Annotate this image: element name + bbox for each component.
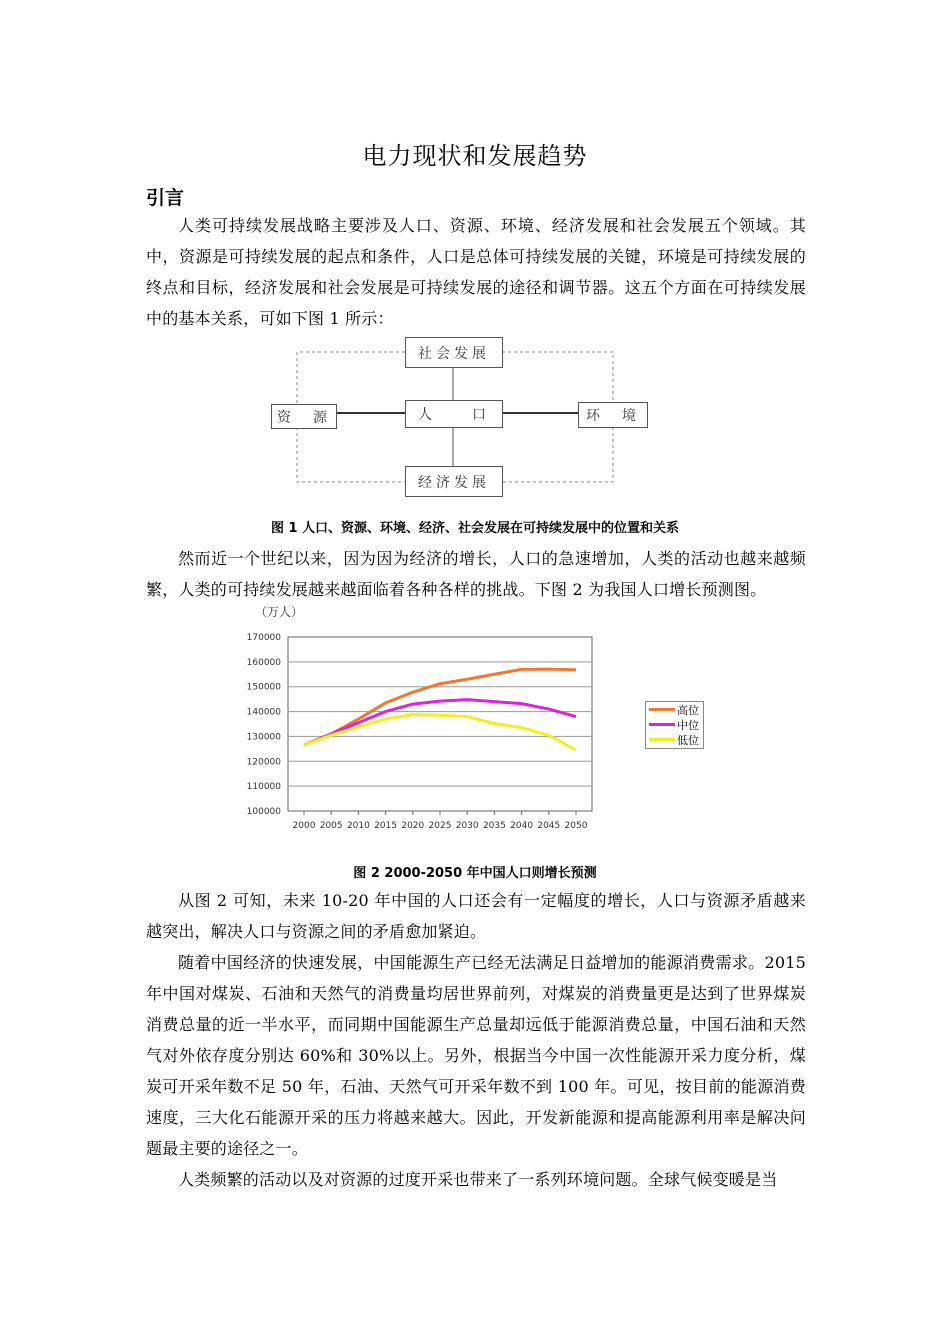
y-tick-label: 110000 [246,782,281,793]
x-tick-label: 2045 [537,821,561,831]
box-environment: 环 境 [578,402,648,428]
x-tick-label: 2030 [455,821,479,831]
x-tick-label: 2015 [374,821,398,831]
legend-swatch-low [649,738,675,741]
section-heading: 引言 [146,187,185,209]
y-tick-label: 170000 [246,633,281,643]
paragraph-intro: 人类可持续发展战略主要涉及人口、资源、环境、经济发展和社会发展五个领域。其中，资源是可持续发展的起点和条件，人口是总体可持续发展的关键，环境是可持续发展的终点和目标，经济发展和社会发展是可持续发展的途径和调节器。这五个方面在可持续发展中的基本关系，可如下图 1 所示： [146,216,806,328]
figure2-caption: 图 2 2000-2050 年中国人口则增长预测 [353,866,597,881]
box-economic-development: 经济发展 [405,466,503,497]
legend-swatch-medium [649,723,675,726]
x-tick-label: 2035 [482,821,506,831]
y-tick-label: 130000 [246,732,281,743]
box-population: 人 口 [405,400,503,428]
box-social-development: 社会发展 [405,337,503,368]
legend-label-low: 低位 [677,733,699,747]
paragraph-chart-analysis: 从图 2 可知，未来 10-20 年中国的人口还会有一定幅度的增长，人口与资源矛盾越来越突出，解决人口与资源之间的矛盾愈加紧迫。 [146,891,806,941]
y-axis-unit-label: （万人） [255,605,304,619]
figure1-caption: 图 1 人口、资源、环境、经济、社会发展在可持续发展中的位置和关系 [270,521,680,536]
legend-label-medium: 中位 [677,718,699,732]
paragraph-environment: 人类频繁的活动以及对资源的过度开采也带来了一系列环境问题。全球气候变暖是当 [178,1170,778,1189]
x-tick-label: 2020 [401,821,425,831]
y-tick-label: 150000 [246,682,281,693]
legend-item-medium [646,717,703,732]
x-tick-label: 2050 [564,821,588,831]
x-tick-label: 2005 [319,821,343,831]
paragraph-energy: 随着中国经济的快速发展，中国能源生产已经无法满足日益增加的能源消费需求。2015 年中国对煤炭、石油和天然气的消费量均居世界前列，对煤炭的消费量更是达到了世界煤炭消费总量的近一半水平，而同期中国能源生产总量却远低于能源消费总量，中国石油和天然气对外依存度分别达 60%和 30%以上。另外，根据当今中国一次性能源开采力度分析，煤炭可开采年数不足 50 年，石油、天然气可开采年数不到 100 年。可见，按目前的能源消费速度，三大化石能源开采的压力将越来越大。因此，开发新能源和提高能源利用率是解决问题最主要的途径之一。 [146,953,806,1158]
y-tick-label: 140000 [246,707,281,718]
y-tick-label: 160000 [246,657,281,668]
x-tick-label: 2040 [510,821,534,831]
legend-swatch-high [649,708,675,711]
legend-label-high: 高位 [677,703,699,717]
x-tick-label: 2010 [346,821,370,831]
y-tick-label: 100000 [246,807,281,817]
plot-area [288,637,592,811]
x-tick-label: 2025 [428,821,452,831]
x-tick-label: 2000 [292,821,316,831]
legend-item-low [646,732,703,747]
page-title: 电力现状和发展趋势 [362,142,588,170]
legend-item-high [646,702,703,717]
y-tick-label: 120000 [246,757,281,768]
paragraph-population-growth: 然而近一个世纪以来，因为因为经济的增长，人口的急速增加，人类的活动也越来越频繁，人类的可持续发展越来越面临着各种各样的挑战。下图 2 为我国人口增长预测图。 [146,549,806,599]
box-resources: 资 源 [271,404,337,429]
chart-legend [645,701,704,749]
